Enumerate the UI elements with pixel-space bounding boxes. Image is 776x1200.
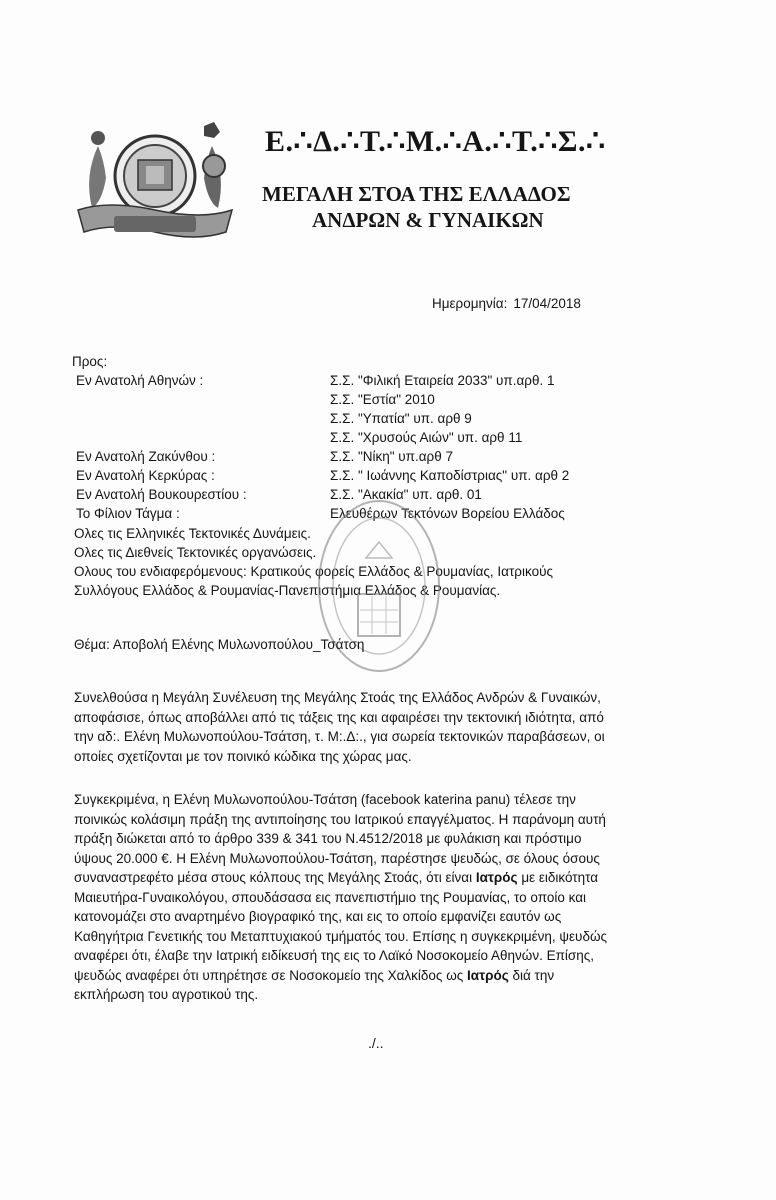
recipient-lodge: Σ.Σ. "Ακακία" υπ. αρθ. 01 (330, 487, 482, 502)
recipient-location: Εν Ανατολή Αθηνών : (76, 373, 204, 388)
recipient-line: Ολες τις Διεθνείς Τεκτονικές οργανώσεις. (74, 545, 317, 560)
paragraph-line: Καθηγήτρια Γενετικής του Μεταπτυχιακού τμήματός του. Επίσης η συγκεκριμένη, ψευδώς (74, 928, 608, 944)
paragraph-line: εκπλήρωση του αγροτικού της. (74, 987, 259, 1002)
paragraph-line: οποίες σχετίζονται με τον ποινικό κώδικα της χώρας μας. (74, 748, 412, 764)
recipient-lodge: Σ.Σ. "Φιλική Εταιρεία 2033" υπ.αρθ. 1 (330, 373, 555, 388)
paragraph-details (74, 790, 714, 1005)
recipient-location: Εν Ανατολή Κερκύρας : (76, 468, 215, 483)
header-title: Ε.∴Δ.∴Τ.∴Μ.∴Α.∴Τ.∴Σ.∴ (265, 125, 606, 158)
recipient-location: Εν Ανατολή Ζακύνθου : (76, 449, 216, 464)
recipient-lodge: Σ.Σ. "Εστία" 2010 (330, 392, 435, 407)
paragraph-decision (74, 688, 714, 766)
paragraph-line: αναφέρει ότι, έλαβε την Ιατρική ειδίκευσή της εις το Λαϊκό Νοσοκομείο Αθηνών. Επίσης, (74, 948, 594, 963)
paragraph-line: Συγκεκριμένα, η Ελένη Μυλωνοπούλου-Τσάτση (facebook katerina panu) τέλεσε την (74, 792, 576, 807)
recipient-line: Ολους του ενδιαφερόμενους: Κρατικούς φορείς Ελλάδος & Ρουμανίας, Ιατρικούς (74, 564, 553, 579)
masonic-crest-logo (70, 118, 240, 246)
recipient-location: Εν Ανατολή Βουκουρεστίου : (76, 487, 247, 502)
recipient-lodge: Σ.Σ. " Ιωάννης Καποδίστριας" υπ. αρθ 2 (330, 468, 570, 483)
recipient-lodge: Σ.Σ. "Νίκη" υπ.αρθ 7 (330, 449, 453, 464)
paragraph-line: την αδ:. Ελένη Μυλωνοπούλου-Τσάτση, τ. Μ:.Δ:., για σωρεία τεκτονικών παραβάσεων, οι (74, 729, 605, 744)
document-date (432, 296, 581, 311)
paragraph-line: Συνελθούσα η Μεγάλη Συνέλευση της Μεγάλης Στοάς της Ελλάδος Ανδρών & Γυναικών, (74, 690, 601, 705)
header-subtitle-line1: ΜΕΓΑΛΗ ΣΤΟΑ ΤΗΣ ΕΛΛΑΔΟΣ (262, 182, 571, 206)
header-subtitle-line2: ΑΝΔΡΩΝ & ΓΥΝΑΙΚΩΝ (312, 208, 544, 232)
recipients-heading: Προς: (72, 354, 108, 369)
paragraph-line: πράξη διώκεται από το άρθρο 339 & 341 του Ν.4512/2018 με φυλάκιση και πρόστιμο (74, 831, 582, 846)
paragraph-line: ψευδώς αναφέρει ότι υπηρέτησε σε Νοσοκομείο της Χαλκίδος ως (74, 967, 464, 983)
recipient-lodge: Σ.Σ. "Υπατία" υπ. αρθ 9 (330, 411, 472, 426)
recipient-lodge: Ελευθέρων Τεκτόνων Βορείου Ελλάδος (330, 506, 565, 521)
paragraph-line: αποφάσισε, όπως αποβάλλει από τις τάξεις της και αφαιρέσει την τεκτονική ιδιότητα, από (74, 709, 604, 725)
recipient-lodge: Σ.Σ. "Χρυσούς Αιών" υπ. αρθ 11 (330, 430, 523, 445)
date-value: 17/04/2018 (513, 296, 581, 311)
paragraph-line: κατονομάζει στο αναρτημένο βιογραφικό της, και εις το οποίο εμφανίζει εαυτόν ως (74, 909, 562, 924)
emphasis-doctor: Ιατρός (475, 870, 518, 885)
page-continuation: ./.. (368, 1035, 384, 1051)
paragraph-line: Μαιευτήρα-Γυναικολόγου, σπουδάσασα εις πανεπιστήμιο της Ρουμανίας, το οποίο και (74, 889, 586, 905)
paragraph-line: συναναστρεφέτο μέσα στους κόλπους της Μεγάλης Στοάς, ότι είναι (74, 870, 473, 885)
recipient-location: Το Φίλιον Τάγμα : (76, 506, 180, 521)
recipient-line: Ολες τις Ελληνικές Τεκτονικές Δυνάμεις. (74, 526, 311, 541)
subject-line: Θέμα: Αποβολή Ελένης Μυλωνοπούλου_Τσάτση (74, 637, 365, 652)
paragraph-line: με ειδικότητα (521, 870, 599, 885)
paragraph-line: ύψους 20.000 €. Η Ελένη Μυλωνοπούλου-Τσάτση, παρέστησε ψευδώς, σε όλους όσους (74, 850, 600, 866)
date-label: Ημερομηνία: (432, 296, 508, 311)
paragraph-line: διά την (512, 967, 555, 983)
emphasis-doctor: Ιατρός (467, 967, 509, 983)
recipient-line: Συλλόγους Ελλάδος & Ρουμανίας-Πανεπιστήμια Ελλάδος & Ρουμανίας. (74, 583, 501, 598)
paragraph-line: ποινικώς κολάσιμη πράξη της αντιποίησης του Ιατρικού επαγγέλματος. Η παράνομη αυτή (74, 811, 606, 827)
